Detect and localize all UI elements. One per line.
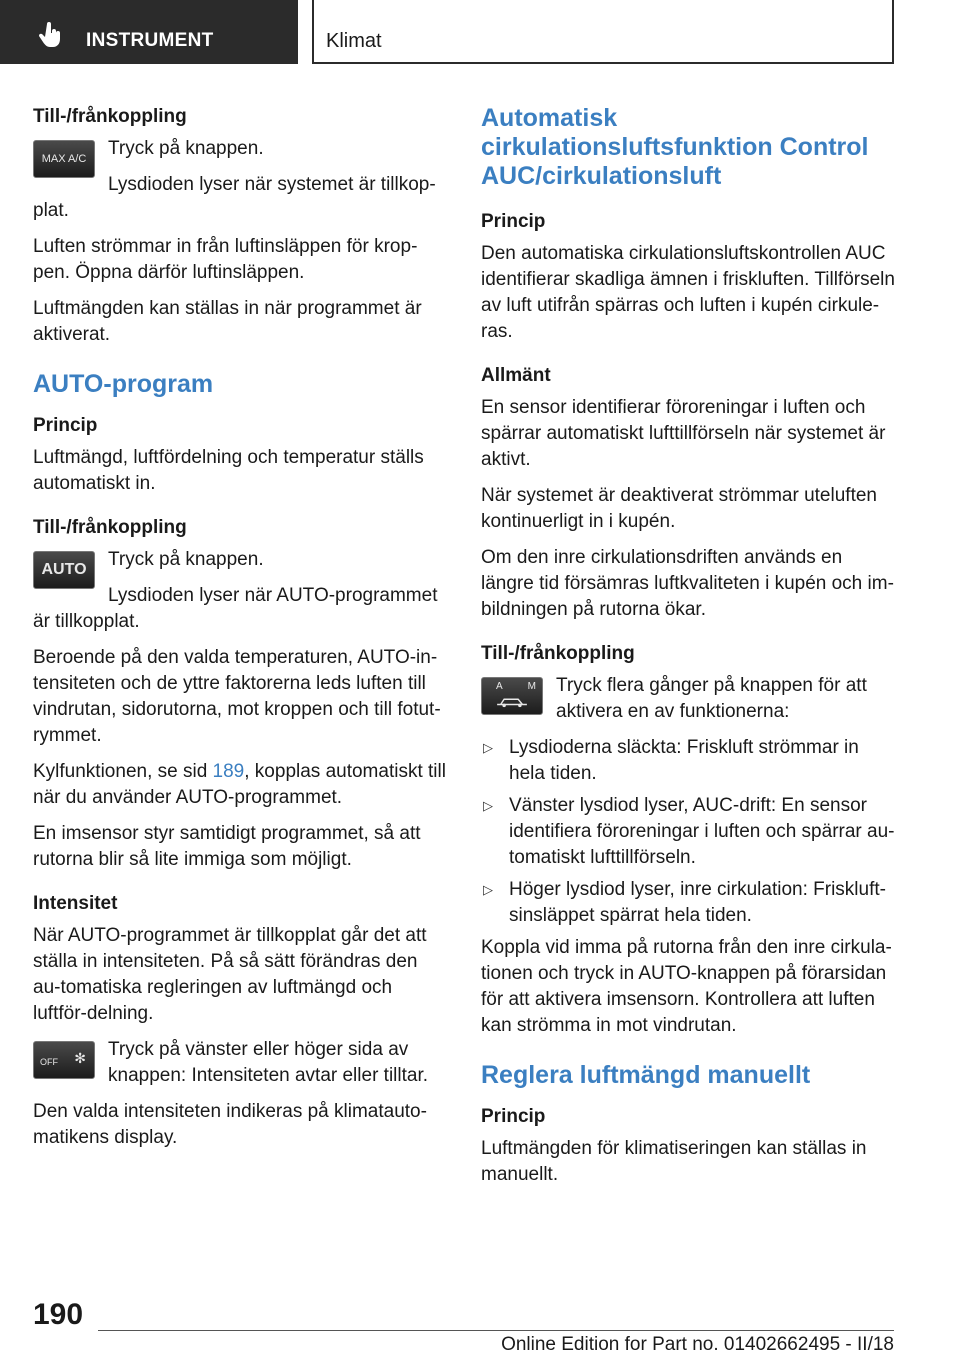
led-text: Lysdioden lyser när systemet är tillkop-plat. [33, 174, 436, 221]
auto-program-title: AUTO-program [33, 370, 214, 398]
hand-pointer-icon [38, 22, 64, 48]
list-item-text: Höger lysdiod lyser, inre cirkulation: Friskluft-sinsläppet spärrat hela tiden. [509, 879, 886, 926]
right-column [481, 104, 897, 1198]
edition-text: Online Edition for Part no. 01402662495 - II/18 [501, 1334, 894, 1355]
chapter-box [312, 0, 894, 64]
list-item-text: Lysdioderna släckta: Friskluft strömmar in hela tiden. [509, 737, 859, 784]
page-number: 190 [33, 1298, 84, 1331]
principle-text: Den automatiska cirkulationsluftskontrollen AUC identifierar skadliga ämnen i friskluften. Tillförseln av luft utifrån spärras och luften i kupén cirkule-ras. [481, 243, 895, 342]
section-tab [0, 0, 298, 64]
triangle-bullet-icon: ▷ [483, 882, 493, 897]
auto-instruction [33, 547, 449, 591]
paragraph: När systemet är deaktiverat strömmar uteluften kontinuerligt in i kupén. [481, 485, 877, 532]
principle-text: Luftmängd, luftfördelning och temperatur ställs automatiskt in. [33, 447, 424, 494]
section-title: INSTRUMENT [86, 30, 214, 51]
paragraph: Den valda intensiteten indikeras på klimatauto-matikens display. [33, 1101, 427, 1148]
list-item [481, 793, 897, 871]
triangle-bullet-icon: ▷ [483, 798, 493, 813]
instruction-text: Tryck på knappen. [108, 549, 264, 570]
car-recirculation-icon [494, 694, 530, 708]
onoff-heading: Till-/frånkoppling [33, 106, 187, 127]
auc-a-label: A [496, 681, 503, 692]
paragraph: En imsensor styr samtidigt programmet, så att rutorna blir så lite immiga som möjligt. [33, 823, 421, 870]
principle-heading: Princip [481, 1106, 546, 1127]
onoff-heading: Till-/frånkoppling [481, 643, 635, 664]
intensity-heading: Intensitet [33, 893, 118, 914]
general-heading: Allmänt [481, 365, 551, 386]
off-label: OFF [40, 1057, 58, 1067]
instruction-text: Tryck på knappen. [108, 138, 264, 159]
auc-title: Automatisk cirkulationsluftsfunktion Control AUC/cirkulationsluft [481, 104, 869, 190]
max-ac-instruction [33, 136, 449, 180]
auc-button-image [481, 677, 543, 715]
instruction-text: Tryck på vänster eller höger sida av knappen: Intensiteten avtar eller tilltar. [108, 1039, 429, 1086]
paragraph: Om den inre cirkulationsdriften används en längre tid försämras luftkvaliteten i kupén och im-bildningen på rutorna ökar. [481, 547, 894, 620]
principle-heading: Princip [33, 415, 98, 436]
paragraph: Luften strömmar in från luftinsläppen för krop-pen. Öppna därför luftinsläppen. [33, 236, 418, 283]
fan-icon: ✻ [74, 1050, 86, 1066]
manual-airflow-title: Reglera luftmängd manuellt [481, 1061, 811, 1089]
list-item-text: Vänster lysdiod lyser, AUC-drift: En sensor identifiera föroreningar i luften och spärrar au-tomatiskt lufttillförseln. [509, 795, 895, 868]
paragraph: Koppla vid imma på rutorna från den inre cirkula-tionen och tryck in AUTO-knappen på förarsidan för att aktivera imsensorn. Kontrollera att luften kan strömma in mot vindrutan. [481, 937, 892, 1036]
led-text: Lysdioden lyser när AUTO-programmet är tillkopplat. [33, 585, 438, 632]
principle-text: Luftmängden för klimatiseringen kan ställas in manuellt. [481, 1138, 867, 1185]
onoff-heading: Till-/frånkoppling [33, 517, 187, 538]
mode-list [481, 735, 897, 929]
paragraph-with-link [33, 759, 449, 811]
paragraph: Beroende på den valda temperaturen, AUTO-in-tensiteten och de yttre faktorerna leds luften till vindrutan, sidorutorna, mot kroppen och till fotut-rymmet. [33, 647, 441, 746]
intensity-instruction [33, 1037, 449, 1089]
chapter-title: Klimat [326, 30, 382, 52]
auc-m-label: M [527, 681, 536, 692]
list-item [481, 877, 897, 929]
page-link[interactable]: 189 [212, 761, 245, 782]
text-fragment: , kopplas automatiskt till när du använder AUTO-programmet. [33, 761, 446, 808]
principle-heading: Princip [481, 211, 546, 232]
footer-divider [98, 1330, 894, 1331]
text-fragment: Kylfunktionen, se sid [33, 761, 213, 782]
triangle-bullet-icon: ▷ [483, 740, 493, 755]
instruction-text: Tryck flera gånger på knappen för att aktivera en av funktionerna: [556, 675, 867, 722]
auto-button-image: AUTO [33, 551, 95, 589]
list-item [481, 735, 897, 787]
intensity-button-image [33, 1041, 95, 1079]
left-column [33, 104, 449, 1161]
paragraph: Luftmängden kan ställas in när programmet är aktiverat. [33, 298, 422, 345]
intensity-text: När AUTO-programmet är tillkopplat går det att ställa in intensiteten. På så sätt förändras den au-tomatiska regleringen av luftmängd och luftför-delning. [33, 925, 427, 1024]
max-ac-button-image: MAX A/C [33, 140, 95, 178]
paragraph: En sensor identifierar föroreningar i luften och spärrar automatiskt lufttillförseln när systemet är aktivt. [481, 397, 886, 470]
auc-instruction [481, 673, 897, 725]
